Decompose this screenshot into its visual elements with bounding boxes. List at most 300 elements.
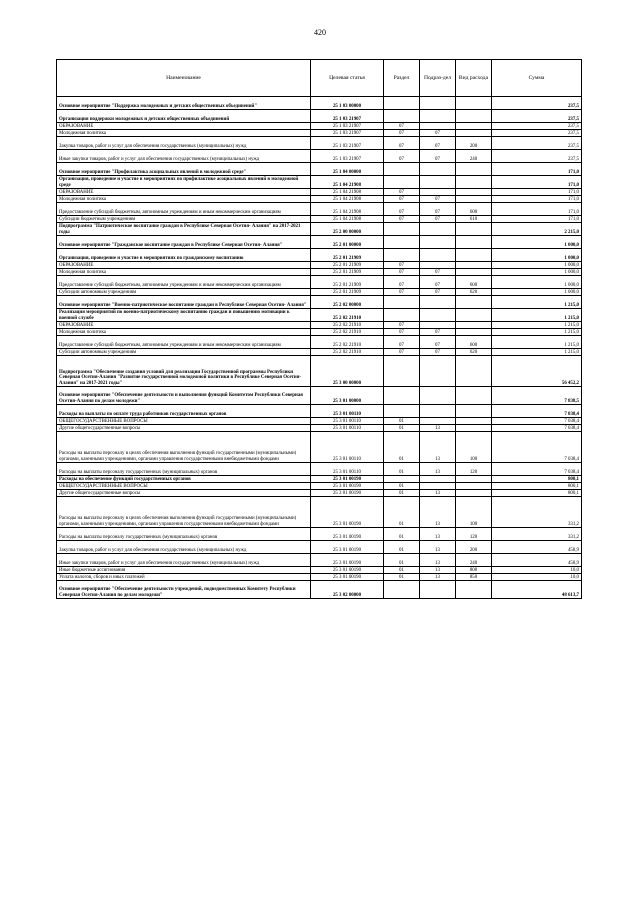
- row-section: [384, 163, 420, 176]
- table-row: [57, 497, 582, 528]
- row-expense-kind: [456, 387, 492, 405]
- row-expense-kind: 600: [456, 203, 492, 216]
- row-expense-kind: [456, 249, 492, 262]
- row-section: 07: [384, 216, 420, 223]
- row-sum: 237,5: [492, 97, 582, 110]
- row-name: Основное мероприятие "Профилактика асоциальных явлений в молодежной среде": [57, 163, 311, 176]
- row-subsection: 07: [420, 130, 456, 137]
- row-section: [384, 176, 420, 189]
- table-row: [57, 574, 582, 581]
- row-target-article: 25 1 04 21908: [311, 203, 384, 216]
- table-row: [57, 541, 582, 554]
- row-section: [384, 97, 420, 110]
- row-target-article: 25 2 01 21909: [311, 276, 384, 289]
- row-name: Предоставление субсидий бюджетным, автономным учреждениям и иным некоммерческим организациям: [57, 336, 311, 349]
- row-name: Расходы на обеспечение функций государственных органов: [57, 476, 311, 483]
- row-target-article: 25 2 00 00000: [311, 223, 384, 236]
- row-section: 01: [384, 567, 420, 574]
- row-section: 07: [384, 189, 420, 196]
- row-name: Иные закупки товаров, работ и услуг для обеспечения государственных (муниципальных) нужд: [57, 150, 311, 163]
- row-expense-kind: [456, 329, 492, 336]
- row-expense-kind: [456, 581, 492, 599]
- row-subsection: [420, 356, 456, 387]
- row-section: 07: [384, 276, 420, 289]
- row-expense-kind: 600: [456, 276, 492, 289]
- row-expense-kind: [456, 97, 492, 110]
- row-target-article: 25 1 03 21907: [311, 110, 384, 123]
- row-subsection: 07: [420, 137, 456, 150]
- row-name: Молодежная политика: [57, 130, 311, 137]
- row-target-article: 25 2 01 21909: [311, 262, 384, 269]
- row-name: Расходы на выплаты персоналу государственных (муниципальных) органов: [57, 528, 311, 541]
- header-name: Наименование: [57, 60, 311, 97]
- row-target-article: 25 1 04 21908: [311, 196, 384, 203]
- table-row: [57, 176, 582, 189]
- row-target-article: 25 3 01 00110: [311, 432, 384, 463]
- row-target-article: 25 3 02 00000: [311, 581, 384, 599]
- row-section: 07: [384, 336, 420, 349]
- row-target-article: 25 3 01 00190: [311, 574, 384, 581]
- row-expense-kind: [456, 476, 492, 483]
- row-sum: 331,2: [492, 528, 582, 541]
- row-target-article: 25 3 01 00190: [311, 483, 384, 490]
- row-subsection: 07: [420, 289, 456, 296]
- row-expense-kind: [456, 189, 492, 196]
- row-sum: 237,5: [492, 110, 582, 123]
- row-target-article: 25 3 01 00110: [311, 463, 384, 476]
- row-sum: 1 215,0: [492, 329, 582, 336]
- table-row: [57, 554, 582, 567]
- row-expense-kind: 240: [456, 554, 492, 567]
- row-subsection: 07: [420, 329, 456, 336]
- row-target-article: 25 3 01 00190: [311, 497, 384, 528]
- table-row: [57, 322, 582, 329]
- row-expense-kind: [456, 163, 492, 176]
- table-row: [57, 110, 582, 123]
- row-expense-kind: 620: [456, 349, 492, 356]
- row-sum: 1 000,0: [492, 276, 582, 289]
- row-target-article: 25 2 01 21909: [311, 269, 384, 276]
- row-name: Основное мероприятие "Поддержка молодежных и детских общественных объединений": [57, 97, 311, 110]
- header-section: Раздел: [384, 60, 420, 97]
- row-target-article: 25 2 02 21910: [311, 349, 384, 356]
- row-target-article: 25 1 03 21907: [311, 130, 384, 137]
- row-name: Подпрограмма "Обеспечение создания условий для реализации Государственной программы Республики Северная Осетия-Алания "Развитие государственной молодежной политики в Республике Северная Осетия-Алания" на 2017-2021 годы": [57, 356, 311, 387]
- row-name: Основное мероприятие "Обеспечение деятельности учреждений, подведомственных Комитету Республики Северная Осетия-Алания по делам молодежи": [57, 581, 311, 599]
- row-sum: 1 000,0: [492, 269, 582, 276]
- row-sum: 1 215,0: [492, 296, 582, 309]
- row-sum: 800,1: [492, 490, 582, 497]
- row-subsection: [420, 110, 456, 123]
- row-expense-kind: 200: [456, 541, 492, 554]
- row-subsection: 07: [420, 203, 456, 216]
- row-target-article: 25 3 01 00000: [311, 387, 384, 405]
- row-name: ОБРАЗОВАНИЕ: [57, 322, 311, 329]
- row-expense-kind: 100: [456, 497, 492, 528]
- row-sum: 237,5: [492, 137, 582, 150]
- row-target-article: 25 2 01 21909: [311, 289, 384, 296]
- table-row: [57, 425, 582, 432]
- row-name: Предоставление субсидий бюджетным, автономным учреждениям и иным некоммерческим организациям: [57, 276, 311, 289]
- row-name: Субсидии автономным учреждениям: [57, 289, 311, 296]
- row-sum: 458,9: [492, 541, 582, 554]
- row-target-article: 25 3 01 00190: [311, 476, 384, 483]
- row-subsection: [420, 296, 456, 309]
- table-header-row: [57, 60, 582, 97]
- row-subsection: 13: [420, 425, 456, 432]
- row-expense-kind: 620: [456, 289, 492, 296]
- table-row: [57, 163, 582, 176]
- row-target-article: 25 3 01 00190: [311, 528, 384, 541]
- row-expense-kind: 120: [456, 528, 492, 541]
- budget-table: [56, 59, 582, 599]
- row-section: [384, 387, 420, 405]
- row-subsection: [420, 405, 456, 418]
- row-section: [384, 476, 420, 483]
- row-subsection: [420, 483, 456, 490]
- row-target-article: 25 3 01 00190: [311, 490, 384, 497]
- row-sum: 2 215,0: [492, 223, 582, 236]
- row-subsection: 07: [420, 196, 456, 203]
- row-name: Организация, проведение и участие в мероприятиях по профилактике асоциальных явлений в молодежной среде: [57, 176, 311, 189]
- row-subsection: [420, 249, 456, 262]
- row-sum: 7 038,4: [492, 463, 582, 476]
- row-expense-kind: 240: [456, 150, 492, 163]
- row-subsection: 07: [420, 269, 456, 276]
- row-sum: 7 038,4: [492, 425, 582, 432]
- table-row: [57, 262, 582, 269]
- table-row: [57, 490, 582, 497]
- table-row: [57, 196, 582, 203]
- table-row: [57, 418, 582, 425]
- row-subsection: 13: [420, 432, 456, 463]
- row-subsection: 07: [420, 216, 456, 223]
- table-row: [57, 150, 582, 163]
- row-target-article: 25 1 04 00000: [311, 163, 384, 176]
- row-sum: 1 000,0: [492, 236, 582, 249]
- table-row: [57, 97, 582, 110]
- row-target-article: 25 3 01 00190: [311, 554, 384, 567]
- row-subsection: [420, 236, 456, 249]
- row-target-article: 25 2 02 21910: [311, 322, 384, 329]
- row-section: 07: [384, 123, 420, 130]
- row-sum: 171,0: [492, 203, 582, 216]
- row-name: Другие общегосударственные вопросы: [57, 425, 311, 432]
- row-expense-kind: 120: [456, 463, 492, 476]
- row-name: Субсидии бюджетным учреждениям: [57, 216, 311, 223]
- row-name: Иные бюджетные ассигнования: [57, 567, 311, 574]
- row-target-article: 25 3 01 00110: [311, 405, 384, 418]
- row-subsection: [420, 163, 456, 176]
- table-row: [57, 483, 582, 490]
- row-subsection: 13: [420, 497, 456, 528]
- row-section: [384, 309, 420, 322]
- row-section: 01: [384, 574, 420, 581]
- table-row: [57, 269, 582, 276]
- row-subsection: [420, 309, 456, 322]
- row-name: Подпрограмма "Патриотическое воспитание граждан в Республике Северная Осетия- Алания" на 2017-2021 годы: [57, 223, 311, 236]
- row-sum: 171,0: [492, 189, 582, 196]
- row-sum: 1 215,0: [492, 349, 582, 356]
- table-row: [57, 289, 582, 296]
- table-row: [57, 276, 582, 289]
- table-row: [57, 581, 582, 599]
- row-sum: 331,2: [492, 497, 582, 528]
- row-expense-kind: 610: [456, 216, 492, 223]
- row-name: Другие общегосударственные вопросы: [57, 490, 311, 497]
- row-section: 01: [384, 554, 420, 567]
- row-subsection: [420, 418, 456, 425]
- row-section: 01: [384, 418, 420, 425]
- row-target-article: 25 3 01 00110: [311, 425, 384, 432]
- table-row: [57, 432, 582, 463]
- row-name: Основное мероприятие "Обеспечение деятельности и выполнения функций Комитетом Республики Северная Осетия-Алания по делам молодежи": [57, 387, 311, 405]
- row-sum: 1 000,0: [492, 249, 582, 262]
- row-subsection: [420, 387, 456, 405]
- row-section: 01: [384, 497, 420, 528]
- row-section: 07: [384, 289, 420, 296]
- row-name: Расходы на выплаты по оплате труда работников государственных органов: [57, 405, 311, 418]
- row-expense-kind: [456, 309, 492, 322]
- row-name: Расходы на выплаты персоналу в целях обеспечения выполнения функций государственными (муниципальными) органами, казенными учреждениями, органами управления государственными внебюджетными фондами: [57, 432, 311, 463]
- row-section: 07: [384, 322, 420, 329]
- row-sum: 1 215,0: [492, 309, 582, 322]
- row-target-article: 25 3 01 00110: [311, 418, 384, 425]
- row-sum: 7 838,5: [492, 387, 582, 405]
- row-name: ОБРАЗОВАНИЕ: [57, 262, 311, 269]
- row-section: 07: [384, 262, 420, 269]
- row-name: Расходы на выплаты персоналу в целях обеспечения выполнения функций государственными (муниципальными) органами, казенными учреждениями, органами управления государственными внебюджетными фондами: [57, 497, 311, 528]
- row-name: ОБРАЗОВАНИЕ: [57, 123, 311, 130]
- row-subsection: [420, 476, 456, 483]
- row-subsection: [420, 322, 456, 329]
- row-expense-kind: 200: [456, 137, 492, 150]
- row-subsection: [420, 223, 456, 236]
- row-sum: 56 452,2: [492, 356, 582, 387]
- table-row: [57, 249, 582, 262]
- row-target-article: 25 2 02 21910: [311, 309, 384, 322]
- row-expense-kind: [456, 262, 492, 269]
- table-row: [57, 123, 582, 130]
- row-name: ОБЩЕГОСУДАРСТВЕННЫЕ ВОПРОСЫ: [57, 418, 311, 425]
- row-sum: 1 000,0: [492, 262, 582, 269]
- row-sum: 7 038,4: [492, 405, 582, 418]
- row-target-article: 25 2 01 00000: [311, 236, 384, 249]
- row-sum: 48 613,7: [492, 581, 582, 599]
- row-section: 07: [384, 130, 420, 137]
- row-subsection: [420, 189, 456, 196]
- row-expense-kind: [456, 322, 492, 329]
- row-name: Основное мероприятие "Военно-патриотическое воспитание граждан в Республике Северная Осетия- Алания": [57, 296, 311, 309]
- row-expense-kind: [456, 123, 492, 130]
- row-expense-kind: [456, 418, 492, 425]
- row-sum: 10,0: [492, 574, 582, 581]
- row-section: 07: [384, 269, 420, 276]
- table-row: [57, 329, 582, 336]
- row-subsection: [420, 262, 456, 269]
- table-row: [57, 356, 582, 387]
- row-subsection: 13: [420, 567, 456, 574]
- row-name: Предоставление субсидий бюджетным, автономным учреждениям и иным некоммерческим организациям: [57, 203, 311, 216]
- row-subsection: 07: [420, 276, 456, 289]
- row-target-article: 25 1 03 00000: [311, 97, 384, 110]
- row-name: ОБЩЕГОСУДАРСТВЕННЫЕ ВОПРОСЫ: [57, 483, 311, 490]
- row-section: 01: [384, 463, 420, 476]
- row-target-article: 25 1 04 21908: [311, 189, 384, 196]
- row-name: Молодежная политика: [57, 329, 311, 336]
- row-target-article: 25 1 04 21908: [311, 176, 384, 189]
- row-sum: 237,5: [492, 123, 582, 130]
- table-row: [57, 223, 582, 236]
- row-expense-kind: [456, 425, 492, 432]
- row-subsection: 13: [420, 490, 456, 497]
- row-name: Уплата налогов, сборов и иных платежей: [57, 574, 311, 581]
- row-expense-kind: [456, 223, 492, 236]
- row-sum: 10,0: [492, 567, 582, 574]
- row-expense-kind: 600: [456, 336, 492, 349]
- row-name: Реализация мероприятий по военно-патриотическому воспитанию граждан и повышению мотивации к военной службе: [57, 309, 311, 322]
- table-row: [57, 203, 582, 216]
- row-name: Субсидии автономным учреждениям: [57, 349, 311, 356]
- row-section: [384, 236, 420, 249]
- row-expense-kind: [456, 110, 492, 123]
- row-name: Молодежная политика: [57, 196, 311, 203]
- row-expense-kind: [456, 405, 492, 418]
- row-target-article: 25 1 03 21907: [311, 123, 384, 130]
- row-expense-kind: 100: [456, 432, 492, 463]
- table-row: [57, 309, 582, 322]
- table-row: [57, 130, 582, 137]
- row-sum: 171,0: [492, 176, 582, 189]
- row-expense-kind: [456, 236, 492, 249]
- header-sum: Сумма: [492, 60, 582, 97]
- header-kind: Вид расхода: [456, 60, 492, 97]
- row-section: [384, 110, 420, 123]
- row-sum: 237,5: [492, 150, 582, 163]
- row-section: 01: [384, 432, 420, 463]
- row-section: [384, 356, 420, 387]
- row-name: Закупка товаров, работ и услуг для обеспечения государственных (муниципальных) нужд: [57, 137, 311, 150]
- row-sum: 1 000,0: [492, 289, 582, 296]
- row-subsection: [420, 97, 456, 110]
- row-subsection: 13: [420, 541, 456, 554]
- row-target-article: 25 3 00 00000: [311, 356, 384, 387]
- row-section: 01: [384, 483, 420, 490]
- table-row: [57, 216, 582, 223]
- row-target-article: 25 1 03 21907: [311, 150, 384, 163]
- table-row: [57, 476, 582, 483]
- row-name: Организация поддержки молодежных и детских общественных объединений: [57, 110, 311, 123]
- table-row: [57, 463, 582, 476]
- row-name: Иные закупки товаров, работ и услуг для обеспечения государственных (муниципальных) нужд: [57, 554, 311, 567]
- table-row: [57, 137, 582, 150]
- page-number: 420: [314, 28, 326, 37]
- row-expense-kind: [456, 483, 492, 490]
- row-subsection: 13: [420, 574, 456, 581]
- row-expense-kind: [456, 176, 492, 189]
- row-sum: 1 215,0: [492, 336, 582, 349]
- row-subsection: 13: [420, 463, 456, 476]
- row-section: 07: [384, 203, 420, 216]
- row-target-article: 25 1 03 21907: [311, 137, 384, 150]
- row-sum: 237,5: [492, 130, 582, 137]
- row-section: 01: [384, 541, 420, 554]
- row-target-article: 25 2 02 21910: [311, 336, 384, 349]
- table-row: [57, 528, 582, 541]
- row-section: 01: [384, 528, 420, 541]
- row-section: 07: [384, 349, 420, 356]
- row-target-article: 25 3 01 00190: [311, 567, 384, 574]
- row-expense-kind: [456, 356, 492, 387]
- row-section: 01: [384, 425, 420, 432]
- table-row: [57, 567, 582, 574]
- row-name: Основное мероприятие "Гражданское воспитание граждан в Республике Северная Осетия- Алания": [57, 236, 311, 249]
- row-name: Закупка товаров, работ и услуг для обеспечения государственных (муниципальных) нужд: [57, 541, 311, 554]
- table-body: [57, 97, 582, 599]
- table-row: [57, 296, 582, 309]
- row-section: 07: [384, 329, 420, 336]
- row-sum: 171,0: [492, 163, 582, 176]
- row-section: 07: [384, 196, 420, 203]
- row-section: [384, 223, 420, 236]
- row-sum: 7 038,4: [492, 418, 582, 425]
- row-expense-kind: [456, 269, 492, 276]
- row-subsection: 07: [420, 150, 456, 163]
- header-target: Целевая статья: [311, 60, 384, 97]
- table-row: [57, 189, 582, 196]
- table-row: [57, 405, 582, 418]
- table-row: [57, 336, 582, 349]
- row-subsection: 07: [420, 349, 456, 356]
- row-sum: 171,0: [492, 216, 582, 223]
- row-sum: 800,1: [492, 476, 582, 483]
- row-section: 07: [384, 137, 420, 150]
- table-row: [57, 387, 582, 405]
- row-target-article: 25 2 01 21909: [311, 249, 384, 262]
- row-sum: 171,0: [492, 196, 582, 203]
- row-target-article: 25 3 01 00190: [311, 541, 384, 554]
- row-section: 01: [384, 490, 420, 497]
- row-sum: 800,1: [492, 483, 582, 490]
- row-target-article: 25 2 02 21910: [311, 329, 384, 336]
- row-section: [384, 249, 420, 262]
- row-name: Организация, проведение и участие в мероприятиях по гражданскому воспитанию: [57, 249, 311, 262]
- row-subsection: 07: [420, 336, 456, 349]
- row-name: Молодежная политика: [57, 269, 311, 276]
- row-section: [384, 581, 420, 599]
- header-subsection: Подраз-дел: [420, 60, 456, 97]
- row-section: [384, 405, 420, 418]
- row-section: [384, 296, 420, 309]
- row-target-article: 25 1 04 21908: [311, 216, 384, 223]
- row-name: ОБРАЗОВАНИЕ: [57, 189, 311, 196]
- row-section: 07: [384, 150, 420, 163]
- row-expense-kind: [456, 296, 492, 309]
- row-subsection: [420, 176, 456, 189]
- row-subsection: 13: [420, 554, 456, 567]
- row-sum: 458,9: [492, 554, 582, 567]
- table-row: [57, 236, 582, 249]
- row-subsection: [420, 123, 456, 130]
- table-row: [57, 349, 582, 356]
- row-expense-kind: 800: [456, 567, 492, 574]
- row-name: Расходы на выплаты персоналу государственных (муниципальных) органов: [57, 463, 311, 476]
- row-sum: 7 038,4: [492, 432, 582, 463]
- row-subsection: [420, 581, 456, 599]
- row-subsection: 13: [420, 528, 456, 541]
- row-sum: 1 215,0: [492, 322, 582, 329]
- row-target-article: 25 2 02 00000: [311, 296, 384, 309]
